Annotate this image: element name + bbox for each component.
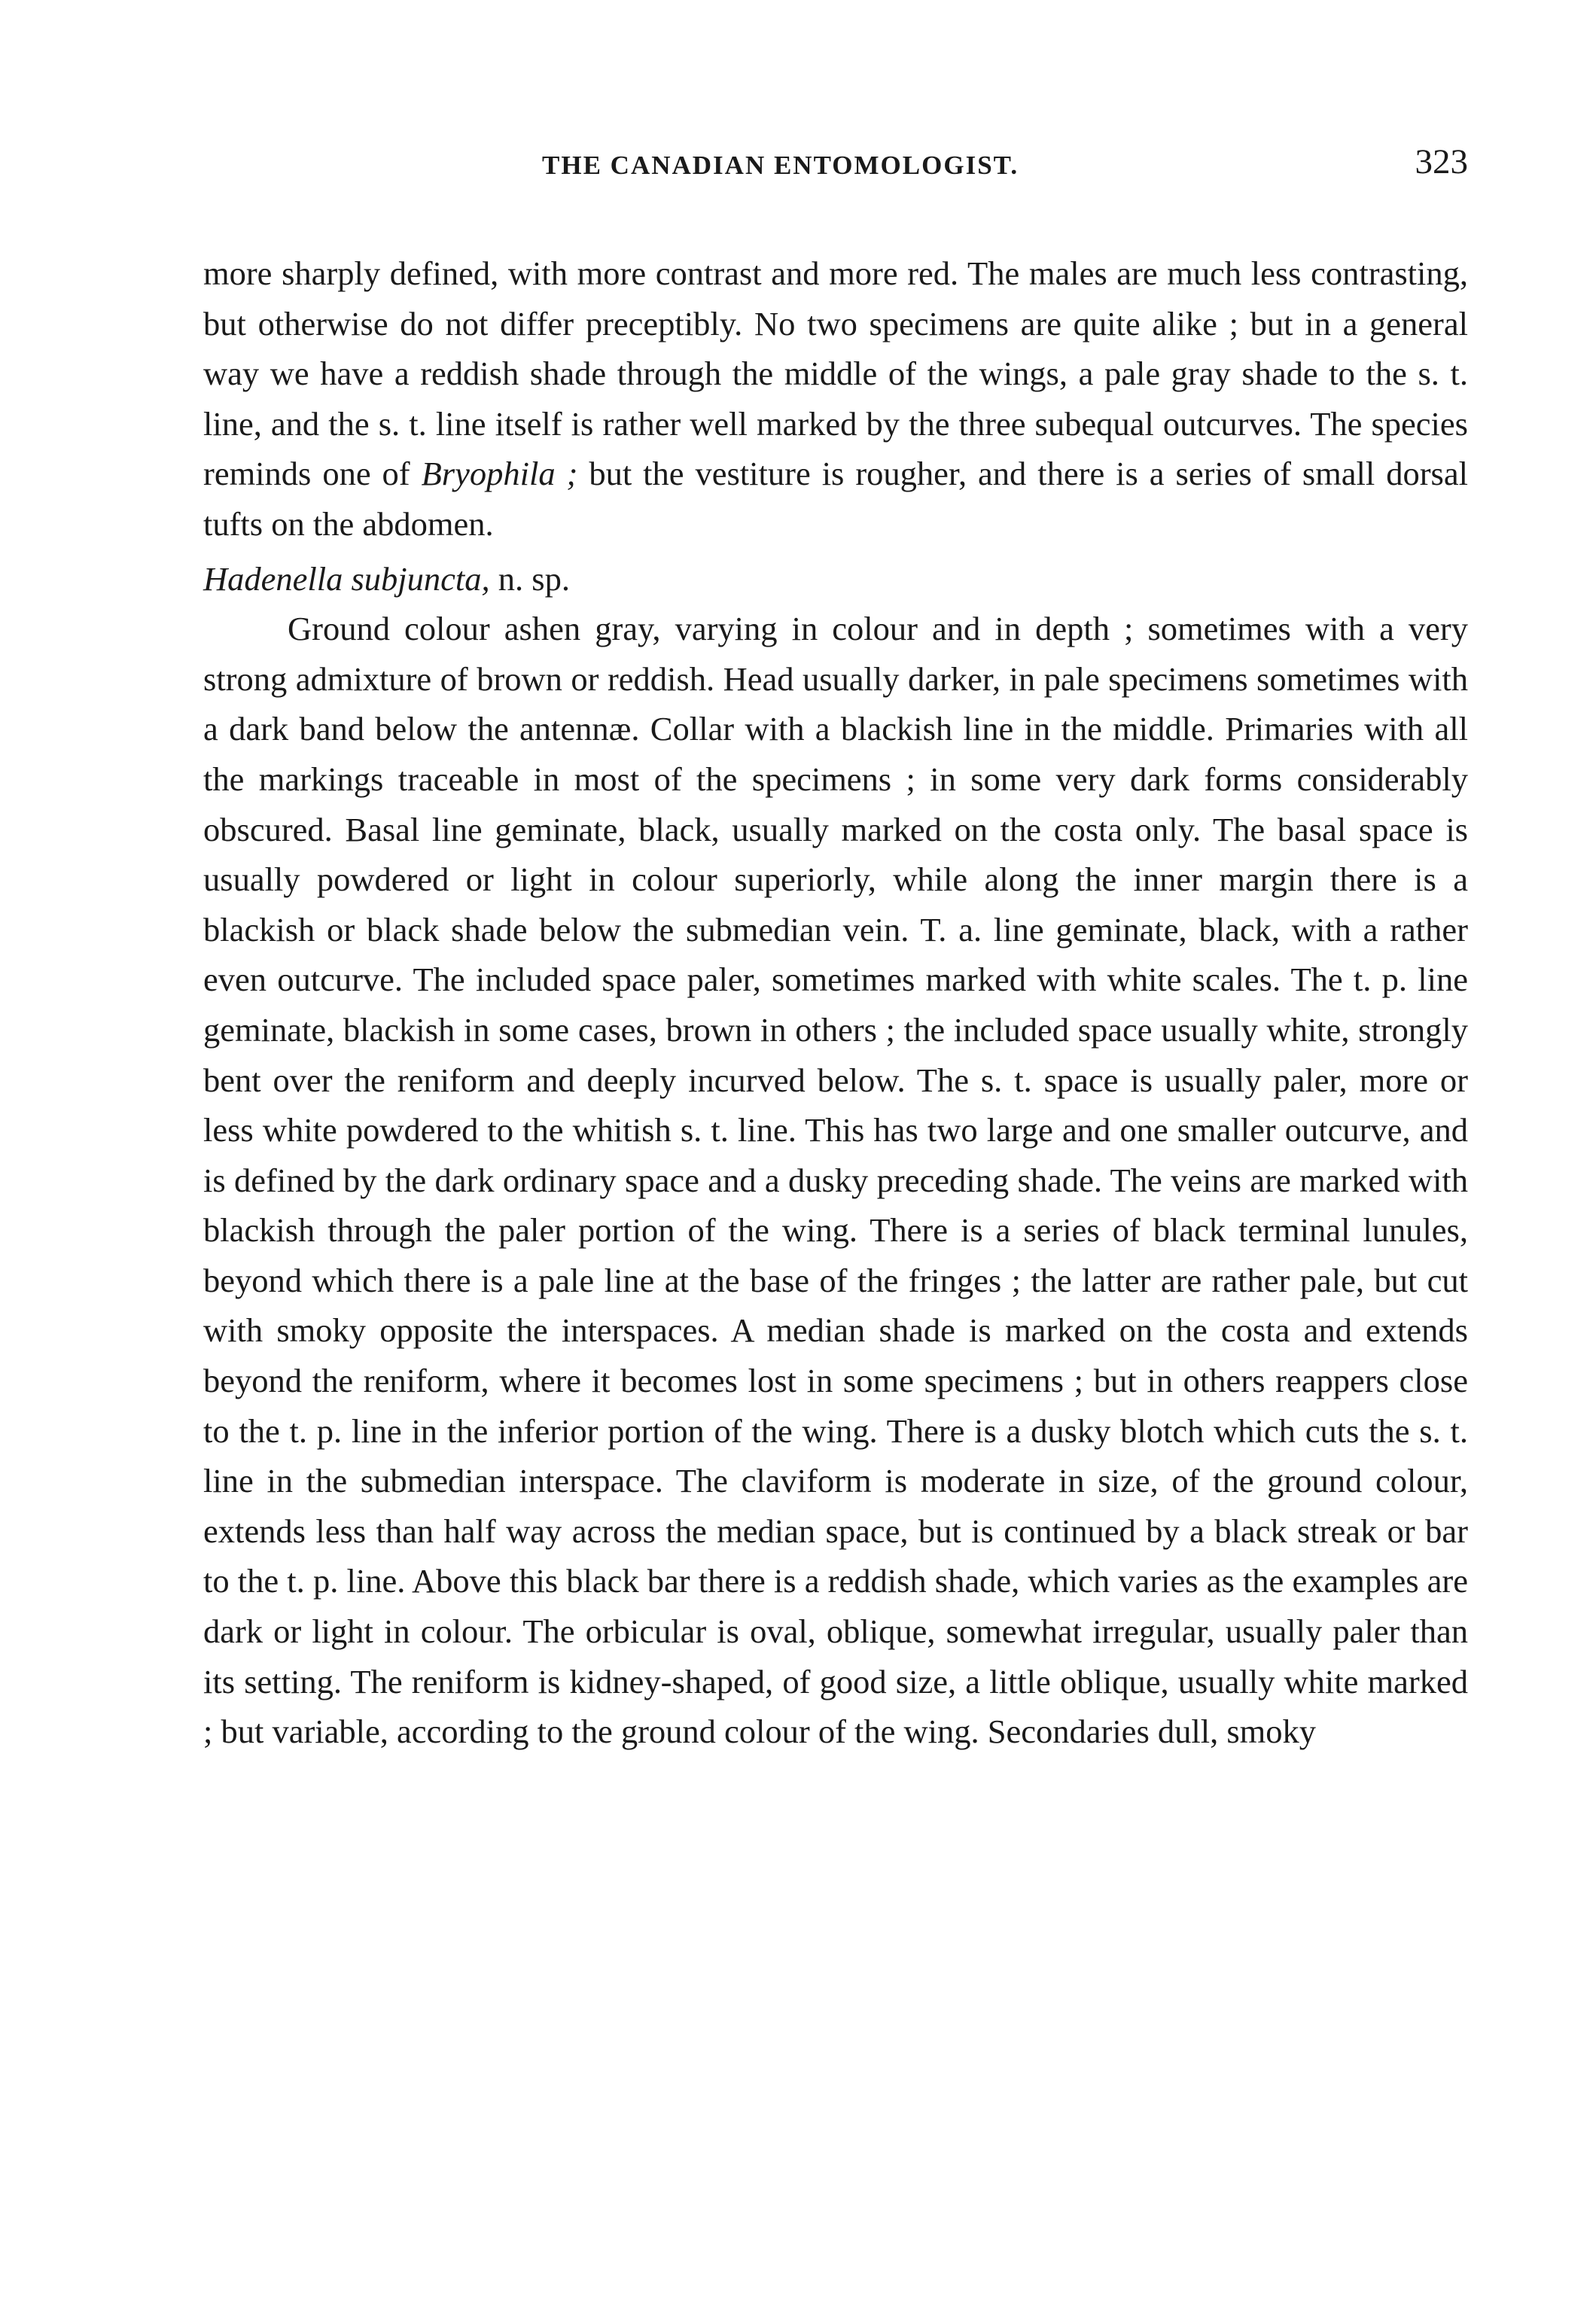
journal-title: THE CANADIAN ENTOMOLOGIST. [542, 151, 1019, 180]
paragraph-text-after-ref: but the vestiture is rougher, and there is a series of small dorsal tufts on the abdomen. [203, 455, 1468, 543]
paragraph-text-before-ref: more sharply defined, with more contrast and more red. The males are much less contrasting, but otherwise do not differ preceptibly. No two specimens are quite alike ; but in a general way we have a reddish shade through the middle of the wings, a pale gray shade to the s. t. line, and the s. t. line itself is rather well marked by the three subequal outcurves. The species reminds one of [203, 254, 1468, 493]
species-name: Hadenella subjuncta, [203, 559, 490, 598]
species-heading [203, 554, 1468, 604]
genus-reference: Bryophila ; [421, 455, 578, 493]
species-suffix: n. sp. [498, 559, 570, 598]
article-body [203, 248, 1468, 1757]
species-description-paragraph: Ground colour ashen gray, varying in colour and in depth ; sometimes with a very strong admixture of brown or reddish. Head usually darker, in pale specimens sometimes with a dark band below the antennæ. Collar with a blackish line in the middle. Primaries with all the markings traceable in most of the specimens ; in some very dark forms considerably obscured. Basal line geminate, black, usually marked on the costa only. The basal space is usually powdered or light in colour superiorly, while along the inner margin there is a blackish or black shade below the submedian vein. T. a. line geminate, black, with a rather even outcurve. The included space paler, sometimes marked with white scales. The t. p. line geminate, blackish in some cases, brown in others ; the included space usually white, strongly bent over the reniform and deeply incurved below. The s. t. space is usually paler, more or less white powdered to the whitish s. t. line. This has two large and one smaller outcurve, and is defined by the dark ordinary space and a dusky preceding shade. The veins are marked with blackish through the paler portion of the wing. There is a series of black terminal lunules, beyond which there is a pale line at the base of the fringes ; the latter are rather pale, but cut with smoky opposite the interspaces. A median shade is marked on the costa and extends beyond the reniform, where it becomes lost in some specimens ; but in others reappers close to the t. p. line in the inferior portion of the wing. There is a dusky blotch which cuts the s. t. line in the submedian interspace. The claviform is moderate in size, of the ground colour, extends less than half way across the median space, but is continued by a black streak or bar to the t. p. line. Above this black bar there is a reddish shade, which varies as the examples are dark or light in colour. The orbicular is oval, oblique, somewhat irregular, usually paler than its setting. The reniform is kidney-shaped, of good size, a little oblique, usually white marked ; but variable, according to the ground colour of the wing. Secondaries dull, smoky [203, 610, 1468, 1751]
continued-paragraph [203, 248, 1468, 550]
running-head [203, 137, 1468, 190]
page-number: 323 [1415, 142, 1468, 181]
